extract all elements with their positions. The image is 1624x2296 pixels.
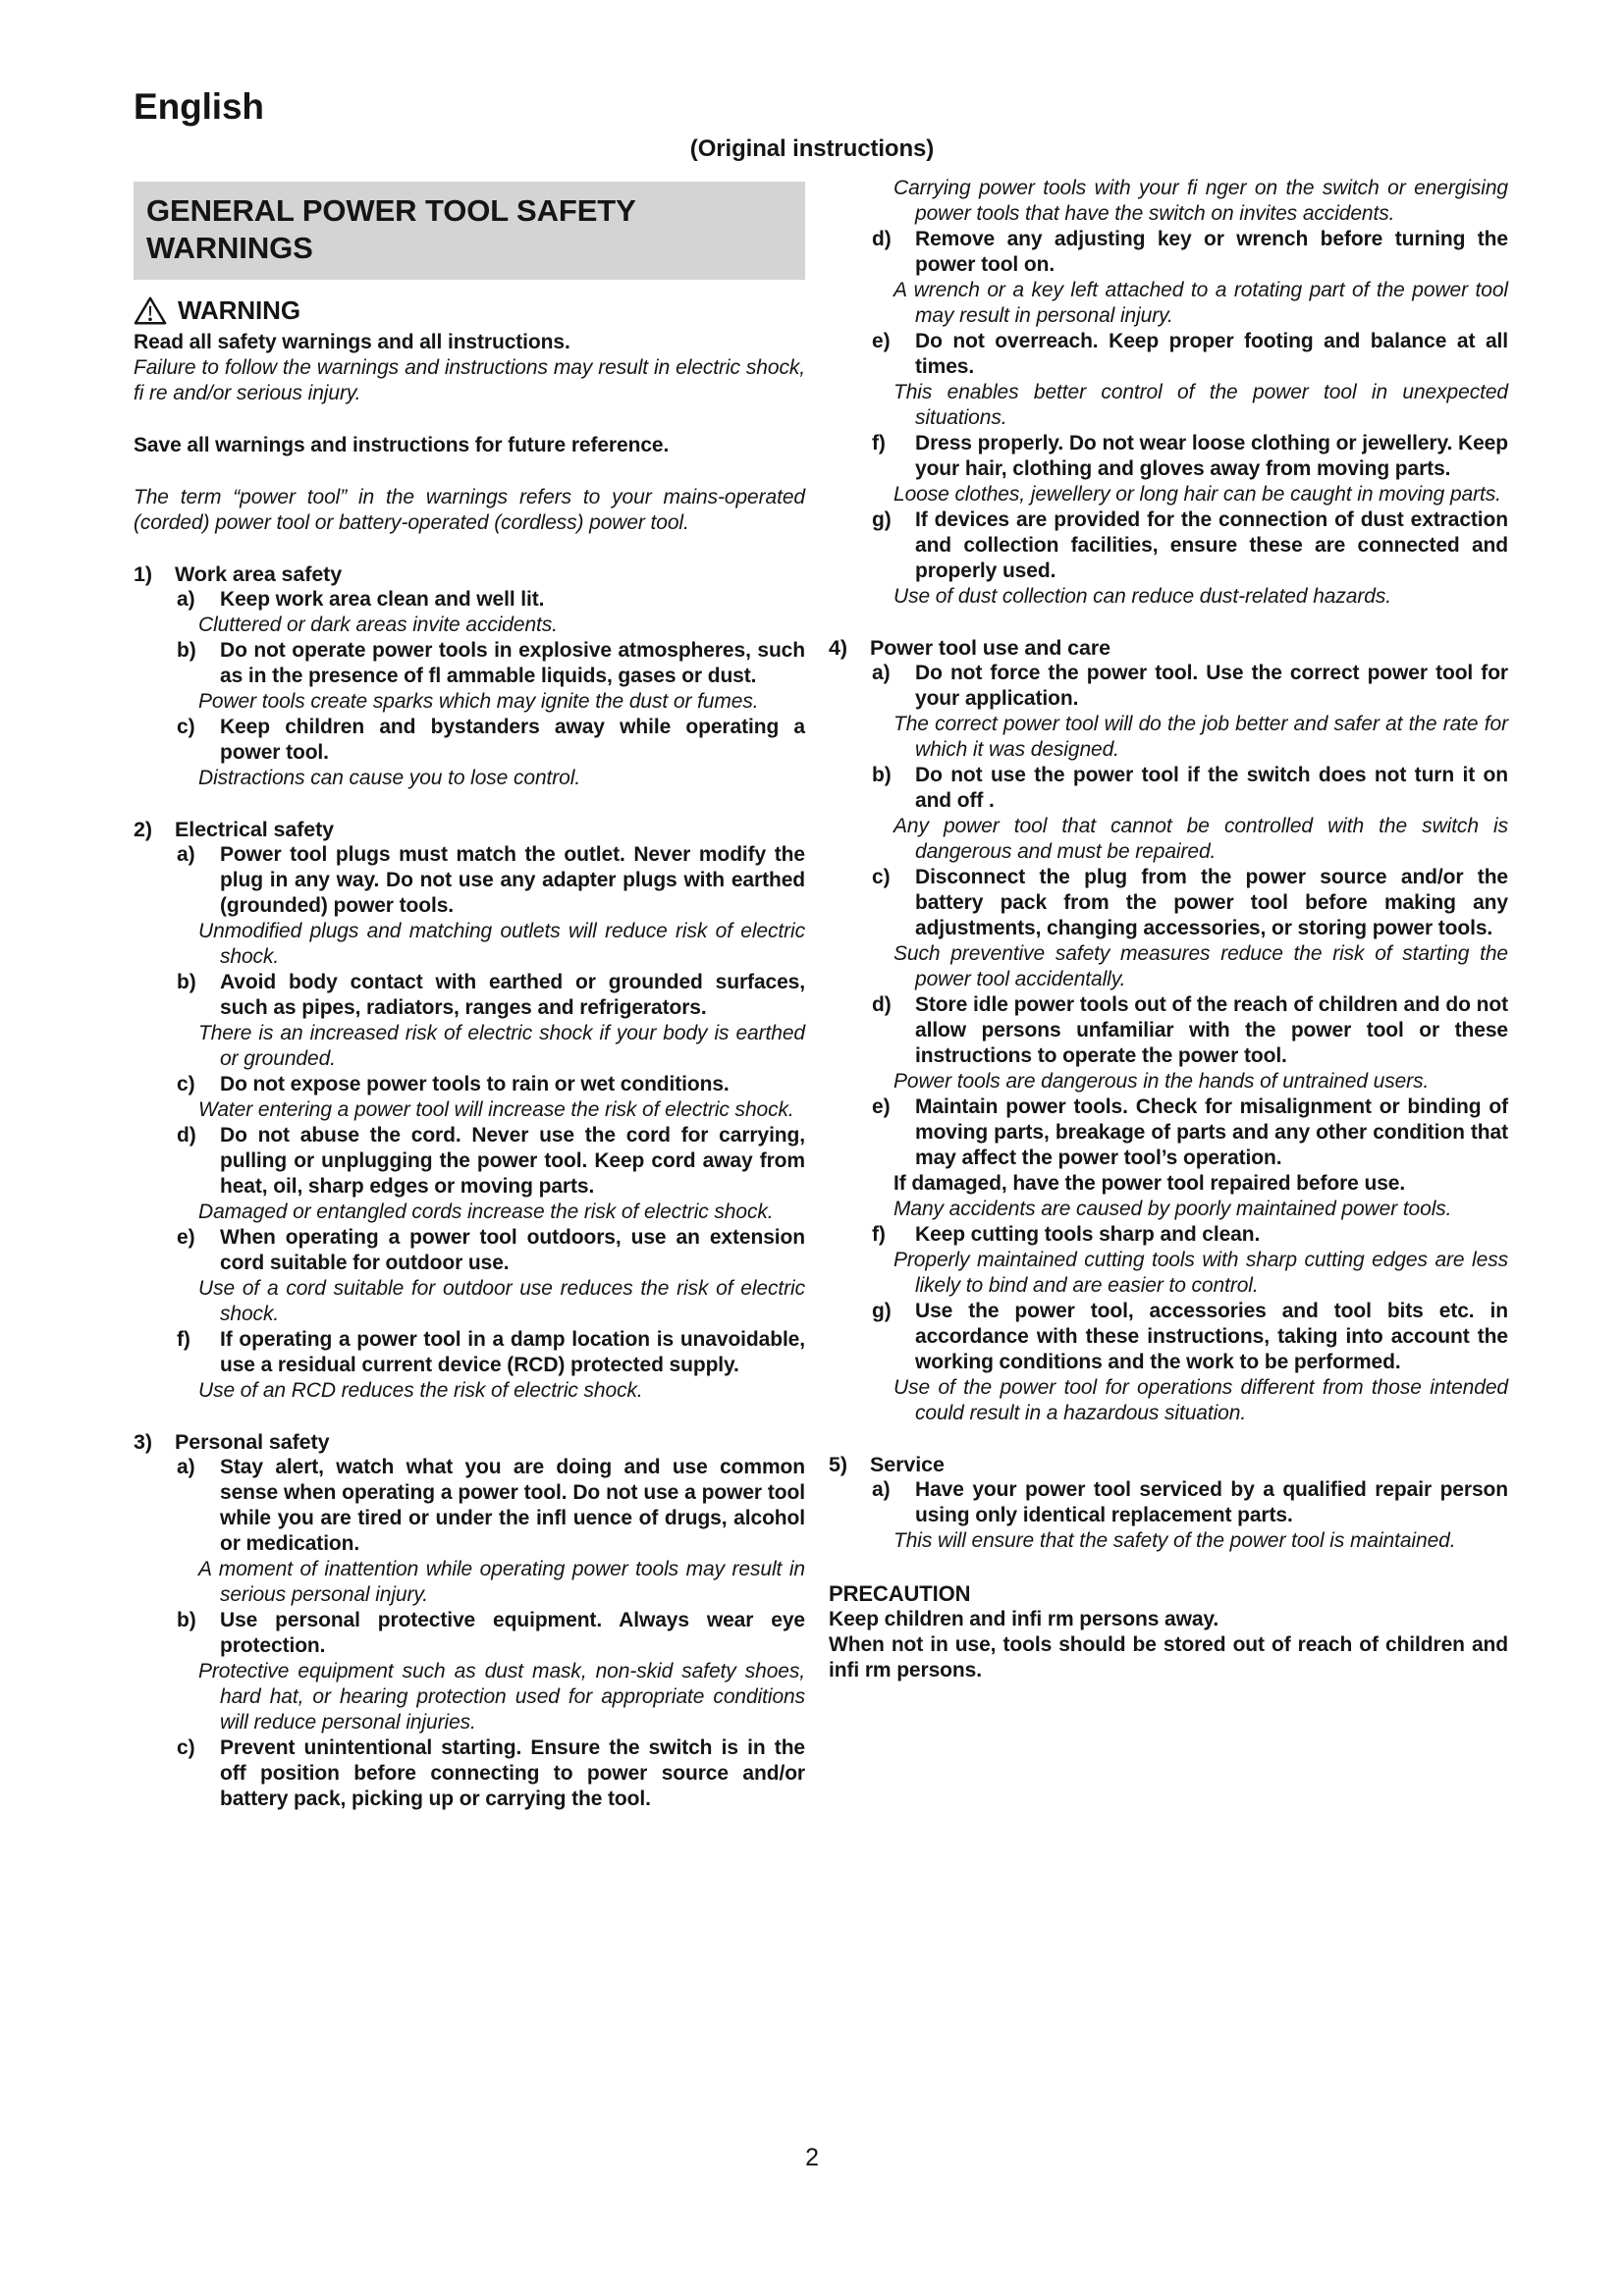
section-number: 2) [134, 817, 152, 841]
list-item [829, 661, 1508, 763]
item-explanation: Loose clothes, jewellery or long hair can be caught in moving parts. [893, 483, 1501, 506]
intro-read-all: Read all safety warnings and all instructions. [134, 330, 570, 353]
item-explanation: Properly maintained cutting tools with sharp cutting edges are less likely to bind and are easier to control. [893, 1249, 1508, 1297]
item-explanation: This enables better control of the power tool in unexpected situations. [893, 381, 1508, 429]
warning-header [134, 295, 805, 326]
item-rule-text: Prevent unintentional starting. Ensure the switch is in the off position before connecting to power source and/or battery pack, picking up or carrying the tool. [220, 1735, 805, 1810]
item-explanation: Protective equipment such as dust mask, non-skid safety shoes, hard hat, or hearing protection used for appropriate conditions will reduce personal injuries. [198, 1659, 805, 1734]
intro-failure-note: Failure to follow the warnings and instructions may result in electric shock, fi re and/or serious injury. [134, 355, 805, 404]
item-rule-text: If devices are provided for the connection of dust extraction and collection facilities, ensure these are connected and properly used. [915, 508, 1508, 582]
item-rule-text: Do not force the power tool. Use the correct power tool for your application. [915, 662, 1508, 710]
section-title: Electrical safety [175, 817, 335, 841]
list-item [134, 842, 805, 970]
section-heading [829, 1452, 1508, 1477]
item-label: d) [872, 993, 892, 1016]
section-number: 1) [134, 561, 152, 586]
list-item [829, 992, 1508, 1095]
list-item [134, 1608, 805, 1735]
language-heading: English [134, 86, 264, 127]
section-heading [829, 635, 1508, 661]
item-label: b) [177, 1608, 196, 1631]
item-label: a) [177, 587, 195, 611]
item-label: a) [177, 1455, 195, 1478]
item-explanation: Such preventive safety measures reduce the risk of starting the power tool accidentally. [893, 942, 1508, 990]
item-label: c) [177, 1072, 195, 1095]
item-rule-text: Have your power tool serviced by a qualified repair person using only identical replacement parts. [915, 1478, 1508, 1526]
list-item [134, 1735, 805, 1812]
item-rule-text: Use personal protective equipment. Always wear eye protection. [220, 1608, 805, 1657]
section-title: Power tool use and care [870, 636, 1111, 660]
item-rule-text: Avoid body contact with earthed or grounded surfaces, such as pipes, radiators, ranges and refrigerators. [220, 970, 805, 1019]
item-label: c) [177, 715, 195, 738]
item-label: f) [177, 1327, 190, 1351]
list-item [829, 1222, 1508, 1299]
section-title: Personal safety [175, 1429, 330, 1454]
page-number: 2 [805, 2144, 819, 2171]
item-explanation: Water entering a power tool will increase the risk of electric shock. [198, 1097, 794, 1121]
list-item [829, 763, 1508, 865]
list-item [829, 1095, 1508, 1222]
list-item [134, 1327, 805, 1404]
item-label: f) [872, 1223, 886, 1246]
item-rule-text: Keep children and bystanders away while operating a power tool. [220, 715, 805, 764]
item-label: b) [177, 638, 196, 662]
item-label: e) [872, 1095, 891, 1118]
item-rule-text: Keep work area clean and well lit. [220, 587, 545, 611]
item-label: b) [872, 764, 892, 786]
section-heading [134, 561, 805, 587]
item-explanation: Power tools are dangerous in the hands of untrained users. [893, 1070, 1430, 1093]
intro-save-all: Save all warnings and instructions for future reference. [134, 433, 670, 456]
left-column [134, 182, 805, 1812]
item-rule-text: Do not expose power tools to rain or wet conditions. [220, 1072, 730, 1095]
item-rule-text: Do not abuse the cord. Never use the cord for carrying, pulling or unplugging the power tool. Keep cord away from heat, oil, sharp edges or moving parts. [220, 1123, 805, 1198]
original-instructions-note: (Original instructions) [689, 135, 935, 162]
item-explanation: Power tools create sparks which may ignite the dust or fumes. [198, 689, 759, 713]
item-explanation: Unmodified plugs and matching outlets will reduce risk of electric shock. [198, 919, 805, 968]
item-explanation: There is an increased risk of electric shock if your body is earthed or grounded. [198, 1021, 805, 1070]
item-explanation: Distractions can cause you to lose control. [198, 766, 581, 789]
list-item [829, 329, 1508, 431]
list-item [829, 507, 1508, 610]
item-label: a) [177, 842, 195, 866]
item-explanation: Use of the power tool for operations different from those intended could result in a hazardous situation. [893, 1376, 1508, 1424]
precaution-block [829, 1581, 1508, 1683]
item-explanation: A moment of inattention while operating power tools may result in serious personal injury. [198, 1557, 805, 1606]
main-title: GENERAL POWER TOOL SAFETY WARNINGS [146, 193, 636, 265]
section-number: 4) [829, 636, 847, 660]
warning-triangle-icon [134, 295, 167, 326]
list-item [134, 1072, 805, 1123]
list-item [134, 1123, 805, 1225]
intro-term-note: The term “power tool” in the warnings refers to your mains-operated (corded) power tool or battery-operated (cordless) power tool. [134, 485, 805, 534]
precaution-line: When not in use, tools should be stored out of reach of children and infi rm persons. [829, 1633, 1508, 1682]
item-rule-text: Maintain power tools. Check for misalignment or binding of moving parts, breakage of parts and any other condition that may affect the power tool’s operation. [915, 1095, 1508, 1169]
list-item [829, 1299, 1508, 1426]
item-label: a) [872, 662, 891, 684]
item-label: f) [872, 432, 886, 454]
item-rule-text: Store idle power tools out of the reach of children and do not allow persons unfamiliar with the power tool or these instructions to operate the power tool. [915, 993, 1508, 1067]
item-label: e) [177, 1225, 195, 1249]
list-item [829, 1477, 1508, 1554]
section-heading [134, 1429, 805, 1455]
section-heading [134, 817, 805, 842]
section-title: Work area safety [175, 561, 343, 586]
item-explanation: The correct power tool will do the job better and safer at the rate for which it was designed. [893, 713, 1508, 761]
list-item [829, 865, 1508, 992]
list-item [134, 715, 805, 791]
item-explanation: Use of a cord suitable for outdoor use reduces the risk of electric shock. [198, 1276, 805, 1325]
list-item [829, 431, 1508, 507]
item-label: g) [872, 508, 892, 531]
item-rule-text: Disconnect the plug from the power source and/or the battery pack from the power tool before making any adjustments, changing accessories, or storing power tools. [915, 866, 1508, 939]
item-explanation: This will ensure that the safety of the power tool is maintained. [893, 1529, 1456, 1552]
item-rule-text: Stay alert, watch what you are doing and use common sense when operating a power tool. Do not use a power tool while you are tired or under the infl uence of drugs, alcohol or medication. [220, 1455, 805, 1555]
item-explanation: A wrench or a key left attached to a rotating part of the power tool may result in personal injury. [893, 279, 1508, 327]
section-number: 5) [829, 1453, 847, 1476]
continued-explanation [829, 176, 1508, 227]
warning-label: WARNING [178, 295, 300, 326]
section-title: Service [870, 1453, 945, 1476]
item-label: a) [872, 1478, 891, 1501]
item-rule-text: Do not operate power tools in explosive atmospheres, such as in the presence of fl ammable liquids, gases or dust. [220, 638, 805, 687]
item-rule-text: Dress properly. Do not wear loose clothing or jewellery. Keep your hair, clothing and gloves away from moving parts. [915, 432, 1508, 480]
item-rule-text: Power tool plugs must match the outlet. Never modify the plug in any way. Do not use any adapter plugs with earthed (grounded) power tools. [220, 842, 805, 917]
list-item [134, 1455, 805, 1608]
section-title-banner [134, 182, 805, 280]
section-number: 3) [134, 1429, 152, 1454]
item-explanation: Cluttered or dark areas invite accidents. [198, 613, 558, 636]
item-explanation: Damaged or entangled cords increase the risk of electric shock. [198, 1200, 774, 1223]
list-item [134, 970, 805, 1072]
item-label: g) [872, 1300, 892, 1322]
precaution-line: Keep children and infi rm persons away. [829, 1608, 1219, 1630]
item-rule-text: When operating a power tool outdoors, use an extension cord suitable for outdoor use. [220, 1225, 805, 1274]
item-explanation: Use of an RCD reduces the risk of electric shock. [198, 1378, 643, 1402]
item-label: b) [177, 970, 196, 993]
list-item [134, 1225, 805, 1327]
item-label: c) [872, 866, 891, 888]
list-item [134, 587, 805, 638]
item-explanation: Use of dust collection can reduce dust-related hazards. [893, 585, 1391, 608]
right-column [829, 176, 1508, 1683]
list-item [829, 227, 1508, 329]
item-explanation: Many accidents are caused by poorly maintained power tools. [893, 1198, 1452, 1220]
item-label: d) [177, 1123, 196, 1147]
item-rule-text: Remove any adjusting key or wrench before turning the power tool on. [915, 228, 1508, 276]
item-rule-text: Keep cutting tools sharp and clean. [915, 1223, 1261, 1246]
item-rule-text: Use the power tool, accessories and tool bits etc. in accordance with these instructions, taking into account the working conditions and the work to be performed. [915, 1300, 1508, 1373]
item-rule-text: If operating a power tool in a damp location is unavoidable, use a residual current device (RCD) protected supply. [220, 1327, 805, 1376]
list-item [134, 638, 805, 715]
item-label: d) [872, 228, 892, 250]
item-rule-text: Do not use the power tool if the switch does not turn it on and off . [915, 764, 1508, 812]
precaution-title: PRECAUTION [829, 1581, 971, 1606]
item-rule-extra: If damaged, have the power tool repaired before use. [893, 1172, 1406, 1195]
left-outline [134, 561, 805, 1812]
item-label: e) [872, 330, 891, 352]
item-rule-text: Do not overreach. Keep proper footing and balance at all times. [915, 330, 1508, 378]
item-explanation: Any power tool that cannot be controlled with the switch is dangerous and must be repaired. [893, 815, 1508, 863]
item-label: c) [177, 1735, 195, 1759]
item-explanation: Carrying power tools with your fi nger on the switch or energising power tools that have the switch on invites accidents. [893, 177, 1508, 225]
